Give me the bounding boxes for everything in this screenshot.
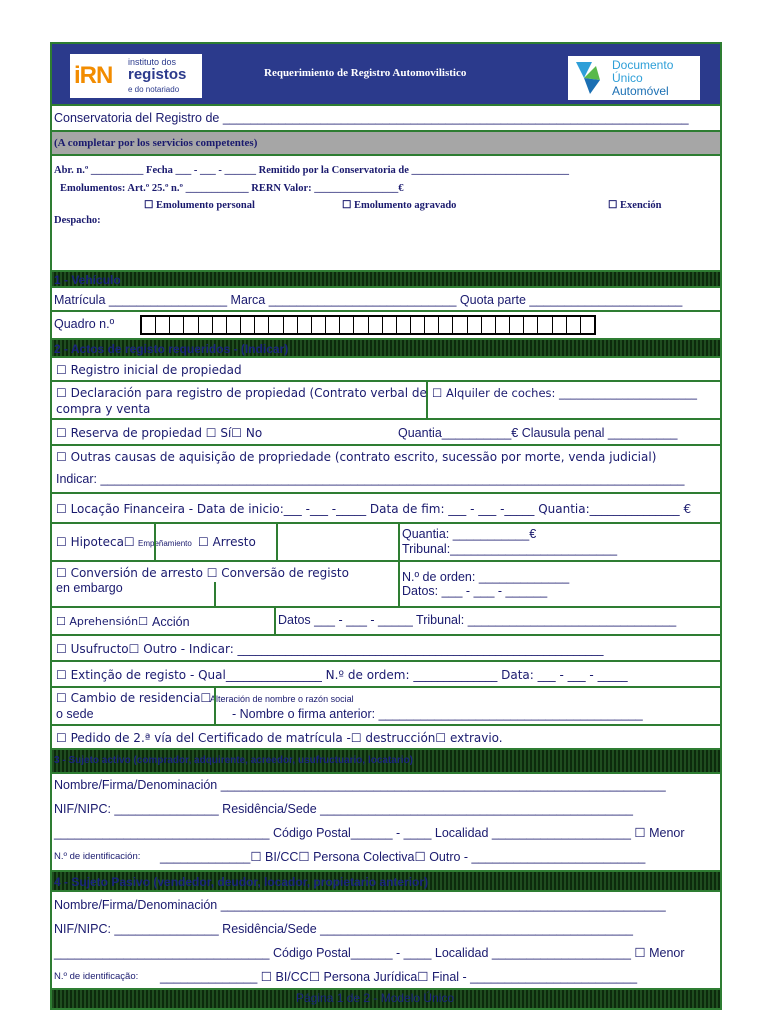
irn-logo [70,54,202,98]
quadro-cell[interactable] [538,317,552,333]
matricula-row [52,288,720,312]
quadro-cell[interactable] [354,317,368,333]
alteracion-label: Alteración de nombre o razón social [210,694,354,704]
locacao-checkbox[interactable]: ☐ Locação Financeira - Data de inicio:___ -___ -_____ Data de fim: ___ - ___ -_____ Quantia:_______________ € [56,502,692,516]
cambio-row [52,688,720,726]
conversion-cont: en embargo [56,581,123,595]
section-1-title: 1 - Vehículo [54,273,121,287]
quadro-cell[interactable] [411,317,425,333]
quadro-cell[interactable] [369,317,383,333]
quadro-label: Quadro n.º [54,317,115,331]
quadro-cell[interactable] [269,317,283,333]
quadro-cell[interactable] [581,317,594,333]
quadro-cell[interactable] [468,317,482,333]
footer-text: Página 1 de 2 - Modelo Único [296,991,455,1005]
activo-postal-field[interactable]: _______________________________ Código Postal______ - ____ Localidad ____________________ ☐ Menor [54,826,685,840]
cambio-cont: o sede [56,707,94,721]
emolumento-agravado-checkbox[interactable]: ☐ Emolumento agravado [342,200,457,211]
quadro-cell[interactable] [156,317,170,333]
dua-logo-line2: Único [612,71,643,85]
extincao-row [52,662,720,688]
outras-row [52,446,720,494]
quadro-cell[interactable] [184,317,198,333]
quadro-cell[interactable] [553,317,567,333]
registro-inicial-row [52,358,720,382]
registro-inicial-checkbox[interactable]: ☐ Registro inicial de propiedad [56,363,242,377]
aprehension-checkbox[interactable]: ☐ Aprehensión☐ [56,615,148,628]
irn-logo-mark: iRN [74,62,113,89]
quadro-cell[interactable] [482,317,496,333]
section-3-title: 3 - Sujeto activo (comprador, adquirente, acreedor, usufructuario, locatario) [54,755,413,766]
outras-checkbox[interactable]: ☐ Outras causas de aquisição de propriedade (contrato escrito, sucessão por morte, venda judicial) [56,450,657,464]
conservatoria-field[interactable]: Conservatoria del Registro de ___________________________________________________________________ [54,111,689,125]
empenamiento-label: Empeñamiento [138,539,192,548]
declaracion-cont: compra y venta [56,402,151,416]
servicios-header [52,132,720,156]
conversion-row [52,562,720,608]
quadro-cell[interactable] [383,317,397,333]
reserva-row [52,420,720,446]
hipoteca-row [52,524,720,562]
abr-line[interactable]: Abr. n.º __________ Fecha ___ - ___ - ______ Remitido por la Conservatoria de ______________________________ [54,165,570,176]
servicios-section [52,156,720,272]
quadro-input-grid[interactable] [140,315,596,335]
declaracion-checkbox[interactable]: ☐ Declaración para registro de propiedad (Contrato verbal de [56,386,427,400]
quadro-cell[interactable] [397,317,411,333]
usufructo-checkbox[interactable]: ☐ Usufructo☐ Outro - Indicar: _____________________________________________________________ [56,642,604,656]
quadro-cell[interactable] [524,317,538,333]
irn-logo-line2: registos [128,66,187,83]
section-2-title: 2 - Actos de registo requeridos - (Indicar) [54,342,289,356]
quadro-cell[interactable] [170,317,184,333]
aprehension-row [52,608,720,636]
pedido-row [52,726,720,750]
pasivo-ident-label: N.º de identificação: [54,971,139,982]
hipoteca-quantia-field[interactable]: Quantia: ___________€ [402,527,537,541]
indicar-field[interactable]: Indicar: ____________________________________________________________________________________ [56,472,685,486]
sujeto-pasivo-section [52,892,720,990]
activo-nombre-field[interactable]: Nombre/Firma/Denominación ________________________________________________________________ [54,778,666,792]
usufructo-row [52,636,720,662]
activo-ident-field[interactable]: _____________☐ BI/CC☐ Persona Colectiva☐ Outro - _________________________ [160,850,646,864]
arresto-checkbox[interactable]: ☐ Arresto [198,535,256,549]
hipoteca-tribunal-field[interactable]: Tribunal:________________________ [402,542,618,556]
matricula-field[interactable]: Matrícula _________________ Marca ___________________________ Quota parte ______________________ [54,293,683,307]
accion-label: Acción [152,615,190,629]
irn-logo-line3: e do notariado [128,85,180,94]
quadro-cell[interactable] [453,317,467,333]
quadro-row [52,312,720,340]
duа-logo [568,56,700,100]
sujeto-activo-section [52,774,720,872]
quadro-cell[interactable] [213,317,227,333]
quadro-cell[interactable] [227,317,241,333]
nombre-anterior-field[interactable]: - Nombre o firma anterior: ______________________________________ [232,707,643,721]
pasivo-postal-field[interactable]: _______________________________ Código Postal______ - ____ Localidad ____________________ ☐ Menor [54,946,685,960]
orden-datos-field[interactable]: Datos: ___ - ___ - ______ [402,584,548,598]
quadro-cell[interactable] [284,317,298,333]
quadro-cell[interactable] [510,317,524,333]
activo-nif-field[interactable]: NIF/NIPC: _______________ Residência/Sede _____________________________________________ [54,802,633,816]
emolumento-personal-checkbox[interactable]: ☐ Emolumento personal [144,200,255,211]
section-2-header [52,340,720,358]
section-4-title: 4 - Sujeto Pasivo (vendedor, deudor, locador, propietario anterior) [54,875,429,889]
quadro-cell[interactable] [199,317,213,333]
irn-logo-line1: instituto dos [128,57,177,67]
aprehension-datos-field[interactable]: Datos ___ - ___ - _____ Tribunal: ______________________________ [278,613,677,627]
quadro-cell[interactable] [255,317,269,333]
despacho-label: Despacho: [54,215,101,226]
alquiler-field[interactable]: ☐ Alquiler de coches: ________________________ [432,386,698,400]
pedido-checkbox[interactable]: ☐ Pedido de 2.ª vía del Certificado de matrícula -☐ destrucción☐ extravio. [56,731,503,745]
dua-logo-icon [570,58,610,98]
dua-logo-line1: Documento [612,58,674,72]
servicios-title: (A completar por los servicios competentes) [54,137,258,149]
page-footer [52,990,720,1008]
quadro-cell[interactable] [567,317,581,333]
quadro-cell[interactable] [439,317,453,333]
emolumentos-line[interactable]: Emolumentos: Art.º 25.º n.º ____________ RERN Valor: ________________€ [60,183,404,194]
quadro-cell[interactable] [241,317,255,333]
activo-ident-label: N.º de identificación: [54,851,141,862]
dua-logo-line3: Automóvel [612,84,669,98]
reserva-quantia-field[interactable]: Quantia__________€ Clausula penal __________ [398,426,678,440]
section-3-header [52,750,720,774]
exencion-checkbox[interactable]: ☐ Exención [608,200,662,211]
form-header [52,44,720,106]
conversion-checkbox[interactable]: ☐ Conversión de arresto ☐ Conversão de registo [56,566,349,580]
page-title: Requerimiento de Registro Automovilistico [264,67,467,79]
conservatoria-row [52,106,720,132]
quadro-cell[interactable] [340,317,354,333]
hipoteca-checkbox[interactable]: ☐ Hipoteca☐ [56,535,135,549]
section-4-header [52,872,720,892]
locacao-row [52,494,720,524]
pasivo-nif-field[interactable]: NIF/NIPC: _______________ Residência/Sede _____________________________________________ [54,922,633,936]
quadro-cell[interactable] [298,317,312,333]
reserva-checkbox[interactable]: ☐ Reserva de propiedad ☐ Sí☐ No [56,426,263,440]
pasivo-ident-field[interactable]: ______________ ☐ BI/CC☐ Persona Jurídica☐ Final - ________________________ [160,970,638,984]
registration-form [50,42,722,1010]
extincao-checkbox[interactable]: ☐ Extinção de registo - Qual________________ N.º de ordem: ______________ Data: ___ - ___ - _____ [56,668,628,682]
declaracion-row [52,382,720,420]
orden-field[interactable]: N.º de orden: _____________ [402,570,570,584]
quadro-cell[interactable] [496,317,510,333]
quadro-cell[interactable] [142,317,156,333]
section-1-header [52,272,720,288]
quadro-cell[interactable] [326,317,340,333]
quadro-cell[interactable] [425,317,439,333]
pasivo-nombre-field[interactable]: Nombre/Firma/Denominación ________________________________________________________________ [54,898,666,912]
cambio-checkbox[interactable]: ☐ Cambio de residencia☐ [56,691,212,705]
quadro-cell[interactable] [312,317,326,333]
